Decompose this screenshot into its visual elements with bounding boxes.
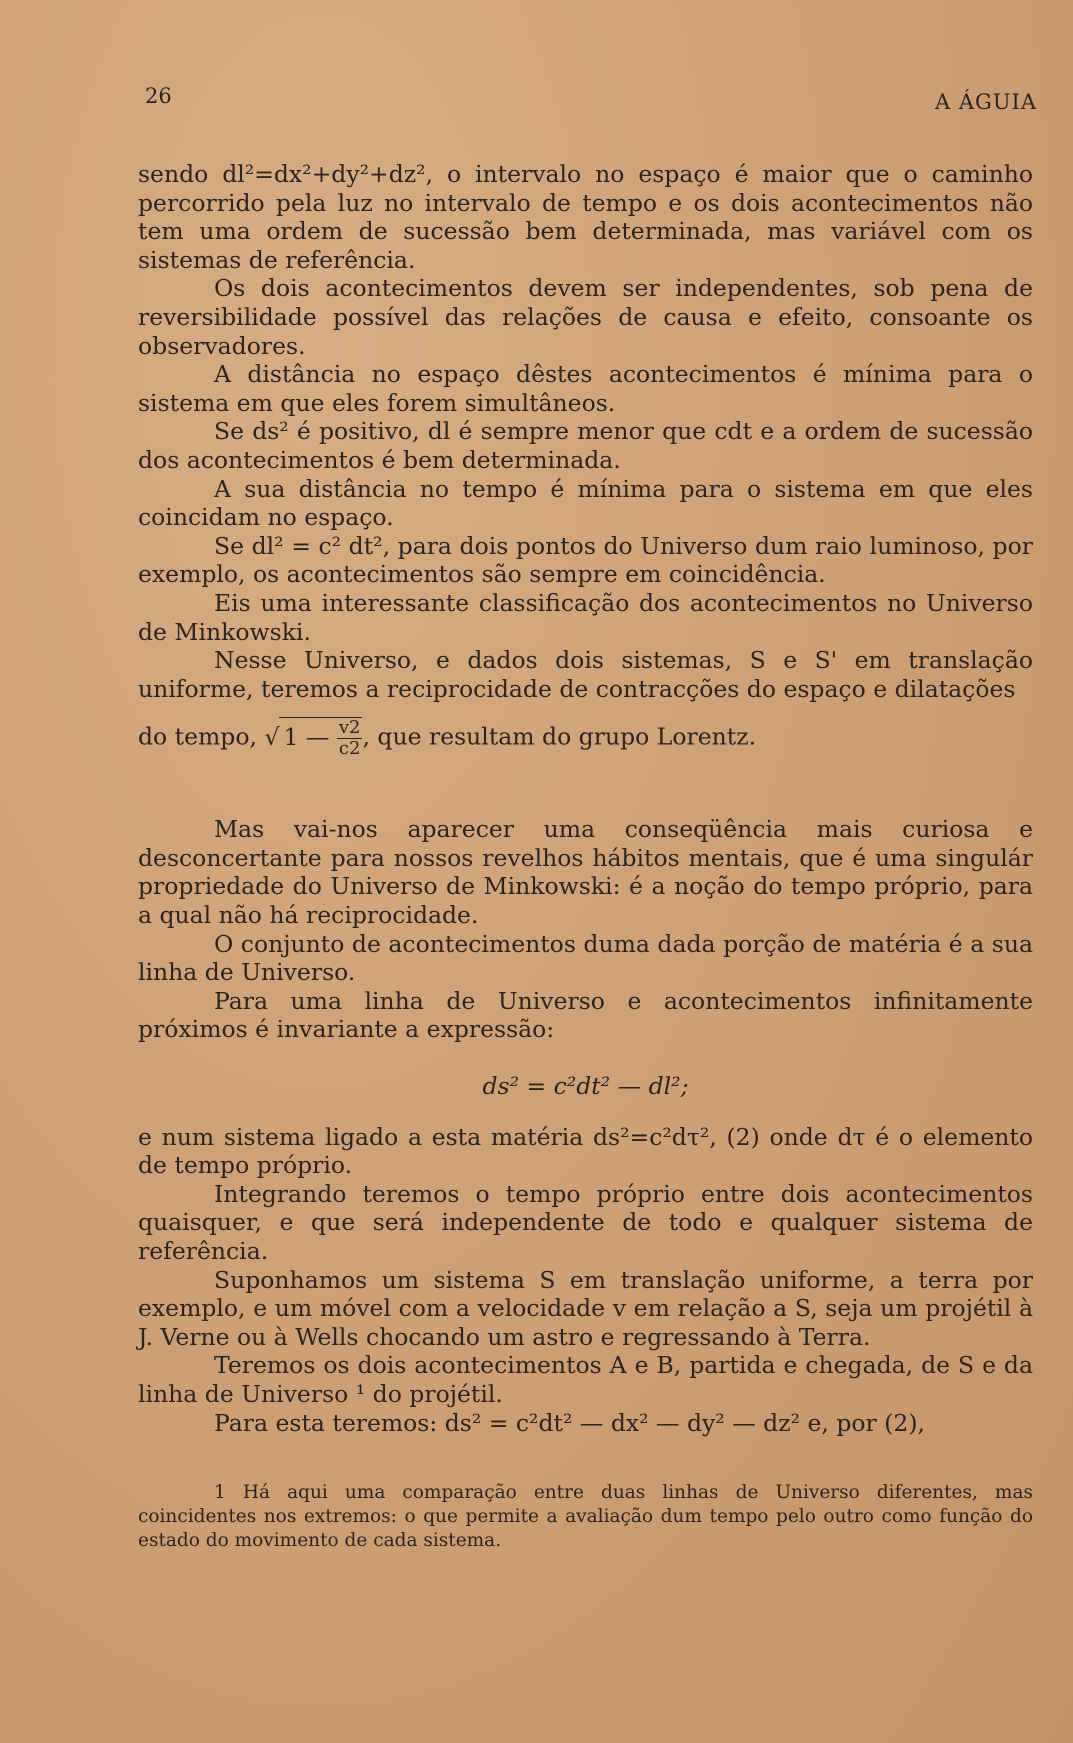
paragraph: Para esta teremos: ds² = c²dt² — dx² — dy² — dz² e, por (2), bbox=[214, 1408, 925, 1437]
lorentz-suffix: , que resultam do grupo Lorentz. bbox=[362, 722, 757, 751]
paragraph: A sua distância no tempo é mínima para o sistema em que eles coincidam no espaço. bbox=[138, 474, 1033, 532]
paragraph: A distância no espaço dêstes acontecimentos é mínima para o sistema em que eles forem simultâneos. bbox=[138, 360, 1033, 417]
paragraph: Eis uma interessante classificação dos acontecimentos no Universo de Minkowski. bbox=[138, 588, 1033, 646]
fraction bbox=[337, 718, 363, 759]
paragraph: Se dl² = c² dt², para dois pontos do Universo dum raio luminoso, por exemplo, os acontecimentos são sempre em coincidência. bbox=[138, 531, 1033, 589]
paragraph: e num sistema ligado a esta matéria ds²=c²dτ², (2) onde dτ é o elemento de tempo próprio. bbox=[138, 1122, 1033, 1180]
paragraph: Nesse Universo, e dados dois sistemas, S e S' em translação uniforme, teremos a reciprocidade de contracções do espaço e dilatações bbox=[138, 646, 1033, 703]
paragraph: Se ds² é positivo, dl é sempre menor que cdt e a ordem de sucessão dos acontecimentos é bem determinada. bbox=[138, 417, 1033, 474]
paragraph: sendo dl²=dx²+dy²+dz², o intervalo no espaço é maior que o caminho percorrido pela luz no intervalo de tempo e os dois acontecimentos não tem uma ordem de sucessão bem determinada, mas variável com os sistemas de referência. bbox=[138, 160, 1033, 274]
running-title: A ÁGUIA bbox=[935, 90, 1037, 114]
fraction-denominator: c2 bbox=[338, 738, 361, 760]
page-body bbox=[138, 160, 1033, 1553]
lorentz-line bbox=[138, 717, 1033, 759]
paragraph: Para uma linha de Universo e acontecimentos infinitamente próximos é invariante a expressão: bbox=[138, 986, 1033, 1044]
paragraph: O conjunto de acontecimentos duma dada porção de matéria é a sua linha de Universo. bbox=[138, 929, 1033, 987]
footnote: 1 Há aqui uma comparação entre duas linhas de Universo diferentes, mas coincidentes nos extremos: o que permite a avaliação dum tempo pelo outro como função do estado do movimento de cada sistema. bbox=[138, 1482, 1033, 1552]
paragraph: Suponhamos um sistema S em translação uniforme, a terra por exemplo, e um móvel com a velocidade v em relação a S, seja um projétil à J. Verne ou à Wells chocando um astro e regressando à Terra. bbox=[138, 1265, 1033, 1351]
paragraph: Integrando teremos o tempo próprio entre dois acontecimentos quaisquer, e que será independente de todo e qualquer sistema de referência. bbox=[138, 1179, 1033, 1265]
paragraph: Os dois acontecimentos devem ser independentes, sob pena de reversibilidade possível das relações de causa e efeito, consoante os observadores. bbox=[138, 274, 1033, 360]
square-root: √ 1 — $\frac{v2}{c2}$ bbox=[264, 717, 361, 760]
equation: ds² = c²dt² — dl²; bbox=[482, 1072, 689, 1101]
paragraph: Mas vai-nos aparecer uma conseqüência mais curiosa e desconcertante para nossos revelhos hábitos mentais, que é uma singulár propriedade do Universo de Minkowski: é a noção do tempo próprio, para a qual não há reciprocidade. bbox=[138, 815, 1033, 930]
paragraph: Teremos os dois acontecimentos A e B, partida e chegada, de S e da linha de Universo ¹ do projétil. bbox=[138, 1351, 1033, 1408]
root-one: 1 — bbox=[283, 723, 330, 752]
page-header bbox=[145, 84, 1037, 114]
fraction-numerator: v2 bbox=[338, 717, 361, 739]
lorentz-prefix: do tempo, bbox=[138, 722, 257, 751]
page-number: 26 bbox=[145, 84, 172, 108]
